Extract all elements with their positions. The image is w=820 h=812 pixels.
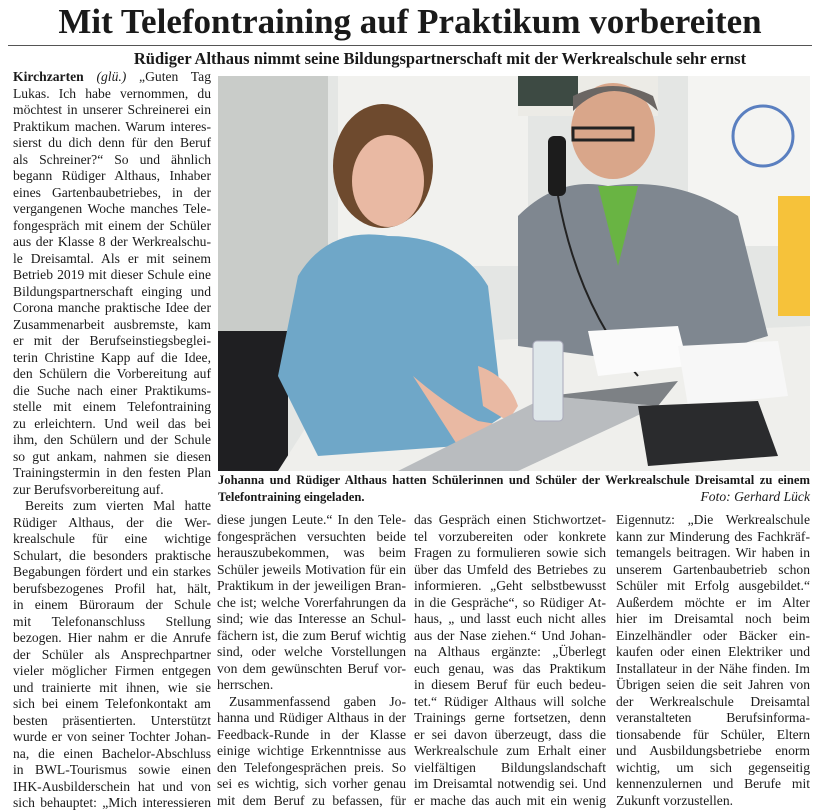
caption-line-1: Johanna und Rüdiger Althaus hatten Schülerinnen und Schüler der Werkrealschule Dreisamtal zu einem <box>218 473 810 487</box>
text-line: kennenzulernen und Berufe mit <box>616 776 810 791</box>
text-line: zu erleichtern. Und weil das bei <box>13 415 211 431</box>
text-line: diese jungen Leute.“ In den Tele- <box>217 512 406 527</box>
photo-telephone-training <box>218 76 810 471</box>
text-line: möchtest in unserer Schreinerei ein <box>13 102 211 117</box>
text-line: aus der Klasse 8 der Werkrealschu- <box>13 234 211 249</box>
text-line: in BWL-Tourismus sowie einen <box>13 762 211 777</box>
text-line: begann Rüdiger Althaus, Inhaber <box>13 168 211 183</box>
text-line: besten präsentierten. Unterstützt <box>13 712 211 728</box>
text-line: vieler möglicher Firmen entgegen <box>13 663 211 678</box>
text-line: Übrigen seien die seit Jahren von <box>616 677 810 692</box>
text-line: als Schreiner?“ So und ähnlich <box>13 151 211 167</box>
text-column-2 <box>217 512 406 809</box>
text-line: na Althaus ergänzte: „Überlegt <box>414 644 606 659</box>
text-line: temangels beitragen. Wir haben in <box>616 545 810 560</box>
text-line: Praktikum in der jeweiligen Bran- <box>217 578 406 593</box>
text-line: Corona manche praktische Idee der <box>13 300 211 315</box>
text-line: kann zur Minderung des Fachkräf- <box>616 528 810 544</box>
text-line: einige wichtige Erkenntnisse aus <box>217 743 406 758</box>
text-line: bezogen. Hier nahm er die Anrufe <box>13 630 211 645</box>
text-line: haus, „ und lasst euch nicht alles <box>414 611 606 626</box>
text-line: sierst du dich denn für den Beruf <box>13 135 211 150</box>
dateline: Kirchzarten <box>13 69 84 84</box>
text-line: berufsbezogenes Profil hat, hält, <box>13 580 211 596</box>
text-line: le Dreisamtal. Als er mit seinem <box>13 250 211 266</box>
text-line: und trainierte mit ihnen, wie sie <box>13 679 211 695</box>
text-line: sei es wichtig, sich vorher genau <box>217 776 406 791</box>
text-line: Fragen zu formulieren sowie sich <box>414 545 606 560</box>
text-line: veranstalteten Berufsinforma- <box>616 710 810 725</box>
text-line: tel vorzubereiten oder konkrete <box>414 528 606 544</box>
text-line: stelle mit einem Telefontraining <box>13 399 211 414</box>
text-line: tionsabende für Schüler, Eltern <box>616 726 810 742</box>
text-line: in einem Büroraum der Schule <box>13 597 211 612</box>
text-line: im Dreisamtal notwendig sei. Und <box>414 776 606 791</box>
text-line: Installateur in der Nähe finden. Im <box>616 660 810 676</box>
text-line: Werkrealschule zum Erhalt einer <box>414 743 606 758</box>
text-line: euch genau, was das Praktikum <box>414 660 606 676</box>
first-line <box>13 69 211 86</box>
text-line: der Schüler als Ansprechpartner <box>13 646 211 662</box>
first-line-text: „Guten Tag <box>139 69 211 84</box>
text-line: aus der Nase ziehen.“ Und Johan- <box>414 627 606 643</box>
headline: Mit Telefontraining auf Praktikum vorbereiten <box>58 2 762 41</box>
text-line: fongespräch mit einem der Schüler <box>13 217 211 233</box>
text-line: Zusammenfassend gaben Jo- <box>229 693 406 709</box>
text-column-1 <box>13 69 211 812</box>
text-line: das Gespräch einen Stichwortzet- <box>414 512 606 527</box>
text-line: informieren. „Geht selbstbewusst <box>414 578 606 593</box>
text-line: er mache das auch mit ein wenig <box>414 792 606 808</box>
text-line: sind, oder welche Vorstellungen <box>217 644 406 659</box>
text-line: der Werkrealschule Dreisamtal <box>616 693 810 709</box>
text-line: die Suche nach einer Praktikums- <box>13 382 211 398</box>
text-line: herauszubekommen, was beim <box>217 545 406 560</box>
text-line: Schulart, die besonders praktische <box>13 547 211 563</box>
text-line: hier im Dreisamtal noch beim <box>616 611 810 626</box>
text-line: vergangenen Woche manches Tele- <box>13 201 211 216</box>
text-line: unserem Gartenbaubetrieb schon <box>616 561 810 577</box>
article-photo <box>218 76 810 471</box>
text-line: che ist; welche Vorerfahrungen da <box>217 594 406 610</box>
text-line: Zusammenarbeit ausbremste, kam <box>13 316 211 332</box>
text-line: in diesem Beruf für euch bedeu- <box>414 677 606 692</box>
text-line: Feedback-Runde in der Klasse <box>217 726 406 742</box>
text-line: terin Christine Kapp auf die Idee, <box>13 349 211 365</box>
text-line: krealschule für eine wichtige <box>13 531 211 546</box>
text-line: Lukas. Ich habe vernommen, du <box>13 85 211 101</box>
text-line: Außerdem möchte er im Alter <box>616 594 810 610</box>
text-line: über das Umfeld des Betriebes zu <box>414 561 606 577</box>
text-line: Trainings gerne fortsetzen, denn <box>414 710 606 725</box>
text-line: tet.“ Rüdiger Althaus will solche <box>414 693 606 709</box>
text-line: mit Telefonanschluss Stellung <box>13 613 211 629</box>
text-line: Eigennutz: „Die Werkrealschule <box>616 512 810 527</box>
text-line: herrschen. <box>217 677 274 692</box>
subheadline: Rüdiger Althaus nimmt seine Bildungspartnerschaft mit der Werkrealschule sehr ernst <box>133 49 747 68</box>
text-line: kaufen oder einen Elektriker und <box>616 644 810 659</box>
text-line: Praktikum machen. Warum interes- <box>13 118 211 134</box>
text-line: ihm, den Schülern und der Schule <box>13 432 211 447</box>
author-tag: (glü.) <box>96 69 127 84</box>
text-line: na, die einen Bachelor-Abschluss <box>13 745 211 761</box>
text-line: so gut ankam, nahmen sie diesen <box>13 448 211 464</box>
headline-rule <box>8 45 812 46</box>
text-line: Einzelhändler oder Bäcker ein- <box>616 627 810 643</box>
text-line: er sei davon überzeugt, dass die <box>414 726 606 742</box>
text-line: Zukunft vorzustellen. <box>616 792 734 808</box>
text-line: mit dem Beruf zu befassen, für <box>217 792 406 808</box>
text-line: Bildungspartnerschaft einging und <box>13 283 211 299</box>
text-line: Begabungen fördert und ein starkes <box>13 564 211 579</box>
text-line: Trainingstermin in den festen Plan <box>13 465 211 480</box>
text-line: eines Gartenbaubetriebes, in der <box>13 184 211 200</box>
text-line: sich bei einem Telefonkontakt am <box>13 696 211 711</box>
text-line: in die Gespräche“, so Rüdiger At- <box>414 594 606 610</box>
text-line: und Ausbildungsbetriebe enorm <box>616 743 810 758</box>
text-line: fächern ist, die zum Beruf wichtig <box>217 627 406 643</box>
text-line: Bereits zum vierten Mal hatte <box>25 498 211 513</box>
text-line: Betrieb 2019 mit dieser Schule eine <box>13 267 211 282</box>
photo-credit: Foto: Gerhard Lück <box>700 488 810 504</box>
text-line: wurde er von seiner Tochter Johan- <box>13 729 211 744</box>
text-line: zur Berufsvorbereitung auf. <box>13 481 164 497</box>
text-line: Schüler jeweils Motivation für ein <box>217 561 406 577</box>
text-line: fongesprächen versuchten beide <box>217 528 406 544</box>
text-line: hanna und Rüdiger Althaus in der <box>217 710 406 725</box>
text-line: den Telefongesprächen preis. So <box>217 759 406 775</box>
text-column-4 <box>616 512 810 809</box>
text-line: sind; wie das Interesse an Schul- <box>217 611 406 626</box>
text-line: vielfältigen Bildungslandschaft <box>414 759 606 775</box>
text-column-3 <box>414 512 606 809</box>
text-line: den Schülern die Vorbereitung auf <box>13 366 211 381</box>
text-line: er mit der Berufseinstiegsbeglei- <box>13 333 211 348</box>
photo-caption <box>218 472 810 505</box>
text-line: wichtig, um sich gegenseitig <box>616 759 810 775</box>
text-line: Rüdiger Althaus, der die Wer- <box>13 514 211 530</box>
text-line: IHK-Ausbilderschein hat und von <box>13 778 211 794</box>
text-line: sich behauptet: „Mich interessieren <box>13 795 211 810</box>
text-line: von dem gewünschten Beruf vor- <box>217 660 406 676</box>
text-line: Schüler mit Erfolg ausgebildet.“ <box>616 578 810 593</box>
caption-line-2: Telefontraining eingeladen. <box>218 489 365 504</box>
